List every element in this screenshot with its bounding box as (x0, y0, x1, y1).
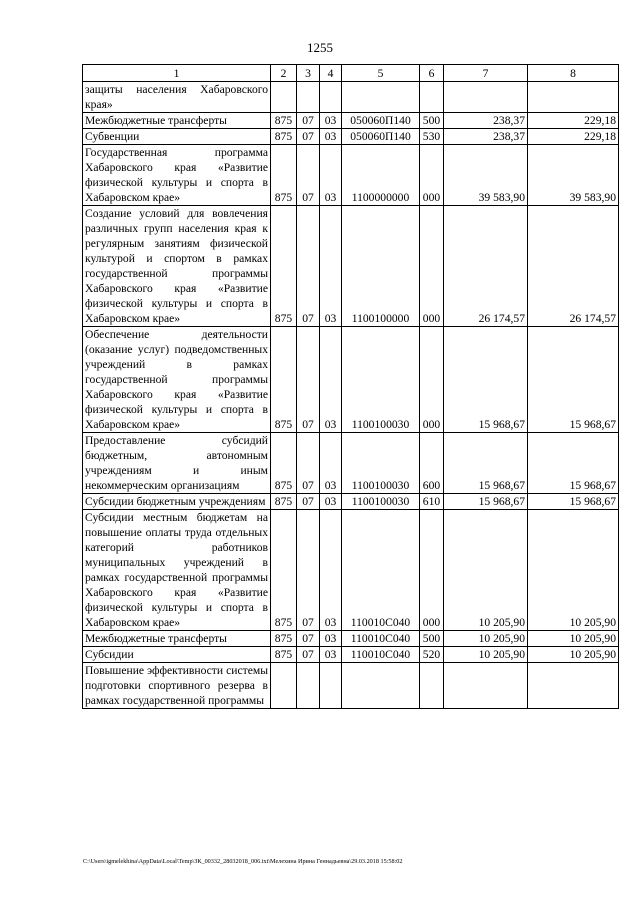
row-section: 07 (297, 647, 320, 663)
table-row (83, 113, 619, 129)
row-name: Межбюджетные трансферты (83, 631, 271, 647)
table-row (83, 647, 619, 663)
row-name: Субвенции (83, 129, 271, 145)
row-amount-2: 229,18 (528, 113, 619, 129)
row-subsection: 03 (320, 206, 342, 327)
row-expense-type: 000 (420, 327, 444, 433)
row-amount-2: 10 205,90 (528, 631, 619, 647)
row-amount-2 (528, 82, 619, 113)
row-section: 07 (297, 631, 320, 647)
table-row (83, 145, 619, 206)
header-col-2: 2 (271, 65, 297, 82)
row-target-code: 1100100030 (342, 327, 420, 433)
row-subsection (320, 82, 342, 113)
row-amount-1: 10 205,90 (444, 631, 528, 647)
row-subsection: 03 (320, 631, 342, 647)
row-name: Субсидии бюджетным учреждениям (83, 494, 271, 510)
row-subsection: 03 (320, 494, 342, 510)
row-amount-1 (444, 82, 528, 113)
table-row (83, 510, 619, 631)
row-name: Межбюджетные трансферты (83, 113, 271, 129)
row-target-code: 110010С040 (342, 631, 420, 647)
row-ministry: 875 (271, 206, 297, 327)
table-row (83, 129, 619, 145)
header-col-6: 6 (420, 65, 444, 82)
row-subsection: 03 (320, 129, 342, 145)
row-amount-1 (444, 663, 528, 709)
row-subsection: 03 (320, 433, 342, 494)
row-amount-2: 15 968,67 (528, 494, 619, 510)
row-name: защиты населения Хабаровского края» (83, 82, 271, 113)
table-row (83, 82, 619, 113)
row-name: Создание условий для вовлечения различных групп населения края к регулярным занятиям физической культурой и спортом в рамках государственной программы Хабаровского края «Развитие физической культуры и спорта в Хабаровском крае» (83, 206, 271, 327)
row-amount-1: 39 583,90 (444, 145, 528, 206)
row-section: 07 (297, 145, 320, 206)
table-header-row (83, 65, 619, 82)
row-expense-type: 000 (420, 145, 444, 206)
row-section: 07 (297, 327, 320, 433)
row-amount-2: 26 174,57 (528, 206, 619, 327)
row-ministry: 875 (271, 129, 297, 145)
row-amount-2 (528, 663, 619, 709)
row-amount-1: 238,37 (444, 129, 528, 145)
row-name: Субсидии (83, 647, 271, 663)
header-col-3: 3 (297, 65, 320, 82)
table-row (83, 433, 619, 494)
row-amount-1: 10 205,90 (444, 510, 528, 631)
row-subsection: 03 (320, 647, 342, 663)
header-col-1: 1 (83, 65, 271, 82)
table-row (83, 631, 619, 647)
row-subsection: 03 (320, 145, 342, 206)
row-amount-1: 10 205,90 (444, 647, 528, 663)
row-amount-2: 15 968,67 (528, 327, 619, 433)
row-expense-type: 600 (420, 433, 444, 494)
row-section: 07 (297, 510, 320, 631)
table-row (83, 494, 619, 510)
row-expense-type: 500 (420, 113, 444, 129)
row-target-code: 1100100000 (342, 206, 420, 327)
row-amount-1: 238,37 (444, 113, 528, 129)
table-row (83, 206, 619, 327)
row-section: 07 (297, 494, 320, 510)
row-ministry: 875 (271, 433, 297, 494)
row-expense-type: 610 (420, 494, 444, 510)
row-name: Повышение эффективности системы подготовки спортивного резерва в рамках государственной программы (83, 663, 271, 709)
row-subsection: 03 (320, 113, 342, 129)
row-section (297, 82, 320, 113)
row-ministry: 875 (271, 145, 297, 206)
row-subsection (320, 663, 342, 709)
row-subsection: 03 (320, 510, 342, 631)
row-amount-2: 10 205,90 (528, 510, 619, 631)
row-ministry (271, 82, 297, 113)
header-col-7: 7 (444, 65, 528, 82)
row-target-code: 050060П140 (342, 113, 420, 129)
row-target-code: 1100100030 (342, 433, 420, 494)
row-amount-2: 229,18 (528, 129, 619, 145)
row-amount-2: 39 583,90 (528, 145, 619, 206)
row-name: Предоставление субсидий бюджетным, автономным учреждениям и иным некоммерческим организациям (83, 433, 271, 494)
row-expense-type: 530 (420, 129, 444, 145)
table-row (83, 327, 619, 433)
row-ministry: 875 (271, 327, 297, 433)
row-target-code: 1100000000 (342, 145, 420, 206)
row-expense-type: 520 (420, 647, 444, 663)
row-amount-2: 10 205,90 (528, 647, 619, 663)
row-amount-1: 15 968,67 (444, 494, 528, 510)
row-target-code: 1100100030 (342, 494, 420, 510)
row-expense-type: 500 (420, 631, 444, 647)
row-target-code: 050060П140 (342, 129, 420, 145)
row-ministry (271, 663, 297, 709)
row-expense-type (420, 82, 444, 113)
row-ministry: 875 (271, 647, 297, 663)
row-name: Государственная программа Хабаровского края «Развитие физической культуры и спорта в Хабаровском крае» (83, 145, 271, 206)
row-expense-type (420, 663, 444, 709)
row-target-code: 110010С040 (342, 647, 420, 663)
row-section: 07 (297, 129, 320, 145)
row-section: 07 (297, 433, 320, 494)
row-amount-1: 15 968,67 (444, 327, 528, 433)
file-path-footer: C:\Users\igmelekhina\AppData\Local\Temp\ЗК_00332_28032018_006.txt\Мелехина Ирина Геннадьевна\29.03.2018 15:58:02 (83, 858, 403, 865)
row-name: Обеспечение деятельности (оказание услуг) подведомственных учреждений в рамках государственной программы Хабаровского края «Развитие физической культуры и спорта в Хабаровском крае» (83, 327, 271, 433)
row-ministry: 875 (271, 631, 297, 647)
row-target-code (342, 663, 420, 709)
header-col-8: 8 (528, 65, 619, 82)
budget-table (82, 64, 619, 709)
page-number: 1255 (307, 40, 333, 55)
table-row (83, 663, 619, 709)
row-expense-type: 000 (420, 510, 444, 631)
row-section: 07 (297, 206, 320, 327)
row-target-code: 110010С040 (342, 510, 420, 631)
row-ministry: 875 (271, 510, 297, 631)
row-ministry: 875 (271, 113, 297, 129)
row-target-code (342, 82, 420, 113)
row-section: 07 (297, 113, 320, 129)
row-name: Субсидии местным бюджетам на повышение оплаты труда отдельных категорий работников муниципальных учреждений в рамках государственной программы Хабаровского края «Развитие физической культуры и спорта в Хабаровском крае» (83, 510, 271, 631)
header-col-5: 5 (342, 65, 420, 82)
row-amount-2: 15 968,67 (528, 433, 619, 494)
row-expense-type: 000 (420, 206, 444, 327)
row-amount-1: 15 968,67 (444, 433, 528, 494)
row-subsection: 03 (320, 327, 342, 433)
header-col-4: 4 (320, 65, 342, 82)
row-amount-1: 26 174,57 (444, 206, 528, 327)
row-ministry: 875 (271, 494, 297, 510)
row-section (297, 663, 320, 709)
